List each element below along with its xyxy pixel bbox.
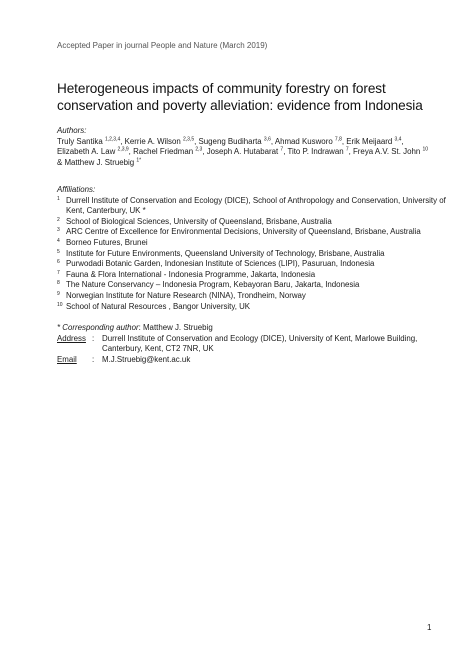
- author: Elizabeth A. Law $^{2,3,9}$,: [57, 146, 134, 157]
- email-value[interactable]: M.J.Struebig@kent.ac.uk: [102, 354, 191, 364]
- title-line-1: Heterogeneous impacts of community forestry on forest: [57, 81, 386, 96]
- affiliation-item: 8 The Nature Conservancy – Indonesia Program, Kebayoran Baru, Jakarta, Indonesia: [57, 280, 360, 290]
- journal-header-note: Accepted Paper in journal People and Nature (March 2019): [57, 41, 268, 50]
- affiliation-item: 10 School of Natural Resources , Bangor University, UK: [57, 301, 251, 311]
- corresponding-author-line: * Corresponding author: Matthew J. Struebig: [57, 323, 213, 332]
- author: Kerrie A. Wilson $^{2,3,5}$,: [124, 135, 199, 146]
- address-key: Address: [57, 333, 86, 343]
- authors-label: Authors:: [57, 126, 87, 135]
- author: & Matthew J. Struebig $^{1*}$: [57, 157, 142, 167]
- title-line-2: conservation and poverty alleviation: evidence from Indonesia: [57, 98, 423, 113]
- authors-section: [57, 126, 437, 168]
- page-number: 1: [427, 623, 432, 632]
- author: Ahmad Kusworo $^{7,8}$,: [274, 135, 347, 146]
- affiliations-label: Affiliations:: [57, 185, 96, 194]
- address-value: Durrell Institute of Conservation and Ecology (DICE), University of Kent, Marlowe Building, Canterbury, Kent, CT2 7NR, UK: [102, 333, 418, 354]
- author: Rachel Friedman $^{2,3}$,: [133, 146, 207, 157]
- affiliation-item: 5 Institute for Future Environments, Queensland University of Technology, Brisbane, Australia: [57, 248, 385, 258]
- author-list: [57, 137, 437, 169]
- author: Tito P. Indrawan $^7$,: [287, 146, 353, 157]
- corresponding-author-section: [57, 323, 447, 365]
- email-key: Email: [57, 354, 77, 364]
- paper-title: [57, 80, 437, 114]
- author: Freya A.V. St. John $^{10}$: [352, 146, 429, 157]
- affiliation-item: 1 Durrell Institute of Conservation and Ecology (DICE), School of Anthropology and Conservation, University of Kent, Canterbury, UK *: [57, 195, 446, 216]
- affiliation-item: 9 Norwegian Institute for Nature Research (NINA), Trondheim, Norway: [57, 290, 306, 300]
- affiliation-item: 2 School of Biological Sciences, University of Queensland, Brisbane, Australia: [57, 216, 332, 226]
- affiliation-item: 3 ARC Centre of Excellence for Environmental Decisions, University of Queensland, Brisbane, Australia: [57, 227, 421, 237]
- affiliations-section: [57, 185, 447, 312]
- email-row: Email : M.J.Struebig@kent.ac.uk: [57, 355, 447, 366]
- affiliation-item: 6 Purwodadi Botanic Garden, Indonesian Institute of Sciences (LIPI), Pasuruan, Indonesia: [57, 259, 375, 269]
- author: Joseph A. Hutabarat $^7$,: [206, 146, 288, 157]
- affiliation-item: 7 Fauna & Flora International - Indonesia Programme, Jakarta, Indonesia: [57, 269, 316, 279]
- author: Sugeng Budiharta $^{3,6}$,: [198, 135, 275, 146]
- affiliation-item: 4 Borneo Futures, Brunei: [57, 237, 148, 247]
- author: Erik Meijaard $^{3,4}$,: [346, 135, 404, 146]
- author: Truly Santika $^{1,2,3,4}$,: [57, 135, 125, 146]
- address-row: Address : Durrell Institute of Conservation and Ecology (DICE), University of Kent, Marlowe Building, Canterbury, Kent, CT2 7NR, UK: [57, 334, 447, 355]
